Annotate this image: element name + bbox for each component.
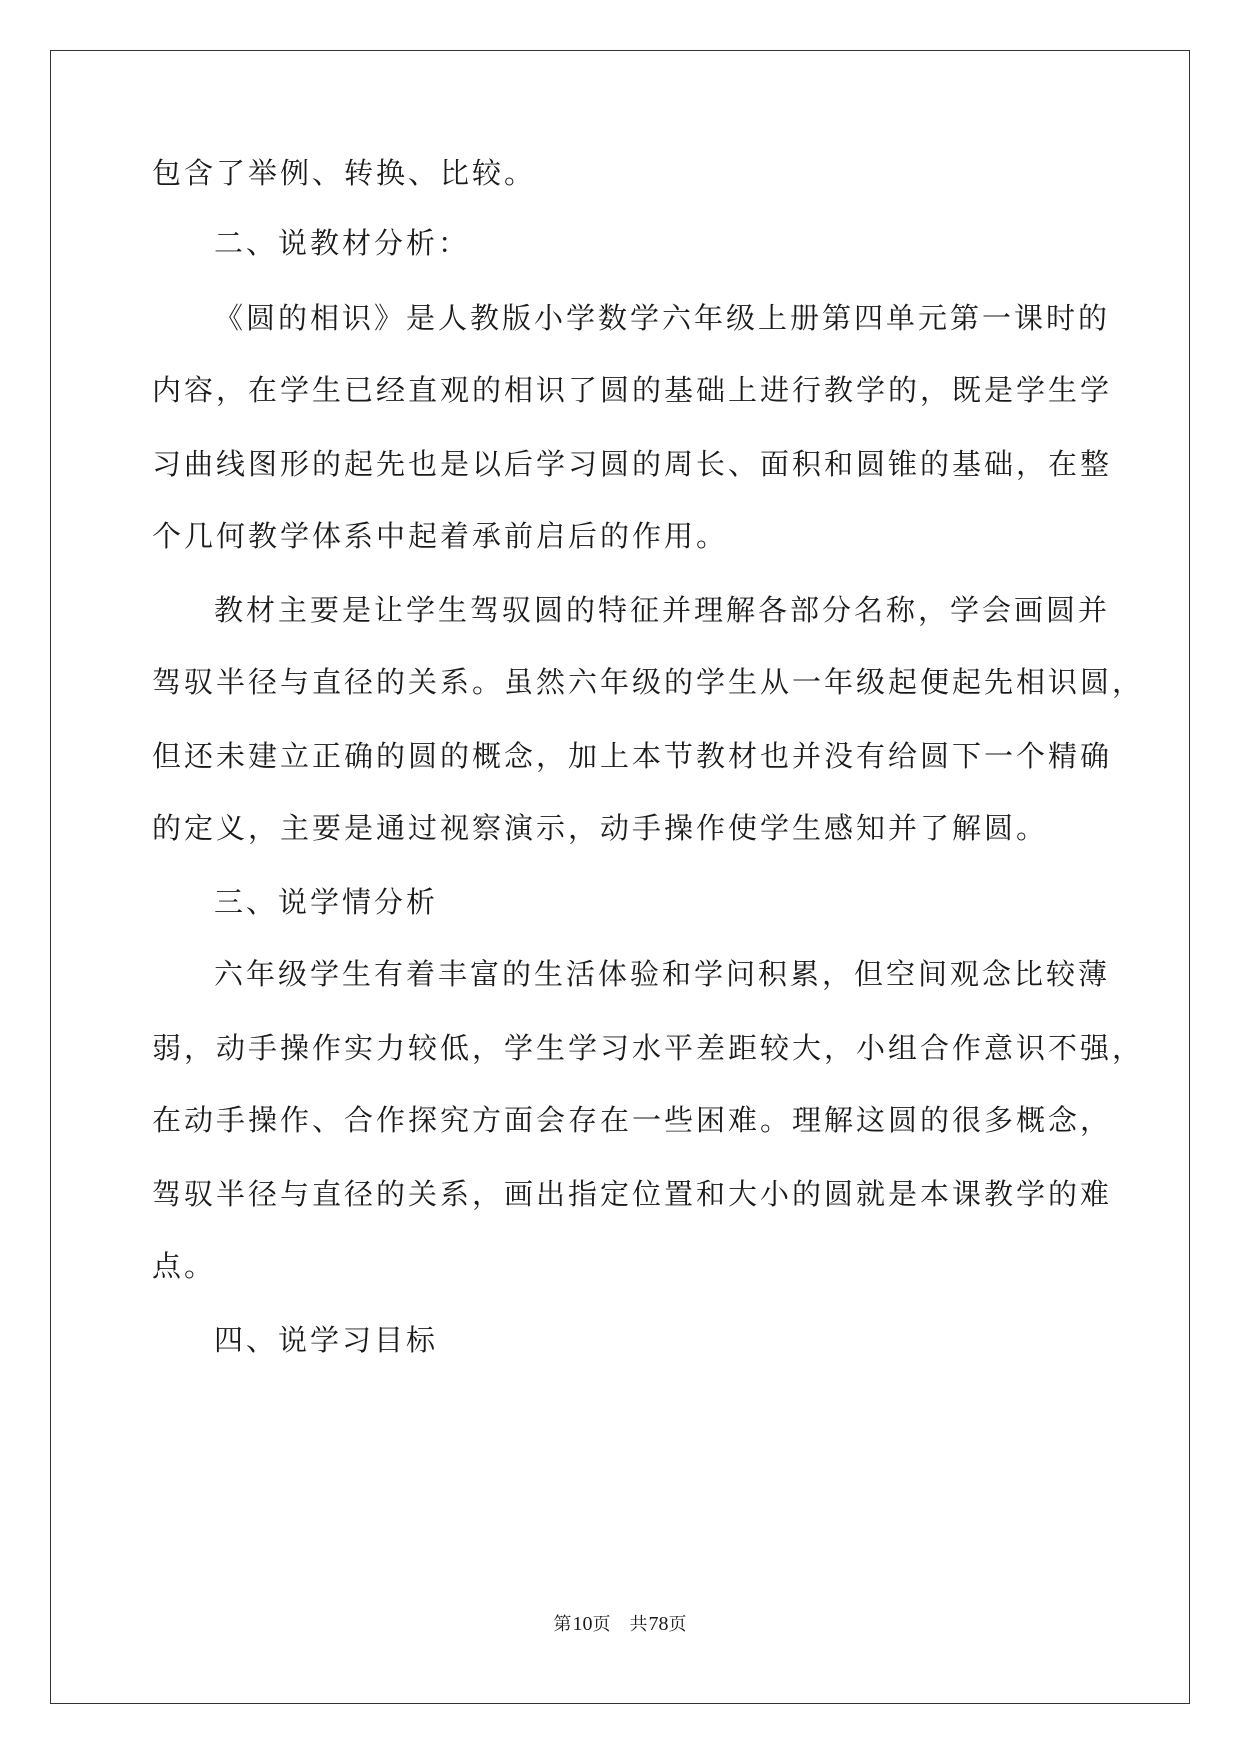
text-line: 驾驭半径与直径的关系。虽然六年级的学生从一年级起便起先相识圆，	[152, 665, 1145, 699]
text-line: 在动手操作、合作探究方面会存在一些困难。理解这圆的很多概念，	[152, 1103, 1113, 1137]
footer-prefix: 第	[553, 1614, 573, 1635]
section-heading: 四、说学习目标	[214, 1323, 439, 1357]
footer-total-prefix: 共	[629, 1614, 649, 1635]
text-line: 个几何教学体系中起着承前启后的作用。	[152, 519, 729, 553]
text-line: 《圆的相识》是人教版小学数学六年级上册第四单元第一课时的	[214, 301, 1111, 335]
text-line: 包含了举例、转换、比较。	[152, 156, 537, 190]
footer-page-suffix: 页	[592, 1614, 612, 1635]
text-line: 弱，动手操作实力较低，学生学习水平差距较大，小组合作意识不强，	[152, 1031, 1145, 1065]
footer-total-suffix: 页	[668, 1614, 688, 1635]
text-line: 六年级学生有着丰富的生活体验和学问积累，但空间观念比较薄	[214, 957, 1111, 991]
section-heading: 三、说学情分析	[214, 885, 439, 919]
section-heading: 二、说教材分析：	[214, 226, 471, 260]
page-number: 10	[572, 1613, 593, 1635]
text-line: 驾驭半径与直径的关系，画出指定位置和大小的圆就是本课教学的难	[152, 1177, 1113, 1211]
text-line: 内容，在学生已经直观的相识了圆的基础上进行教学的，既是学生学	[152, 373, 1113, 407]
text-line: 点。	[152, 1249, 217, 1283]
text-line: 习曲线图形的起先也是以后学习圆的周长、面积和圆锥的基础，在整	[152, 447, 1113, 481]
text-line: 但还未建立正确的圆的概念，加上本节教材也并没有给圆下一个精确	[152, 739, 1113, 773]
total-pages: 78	[648, 1613, 669, 1635]
page-footer	[0, 1610, 1241, 1636]
text-line: 教材主要是让学生驾驭圆的特征并理解各部分名称，学会画圆并	[214, 593, 1111, 627]
text-line: 的定义，主要是通过视察演示，动手操作使学生感知并了解圆。	[152, 811, 1049, 845]
